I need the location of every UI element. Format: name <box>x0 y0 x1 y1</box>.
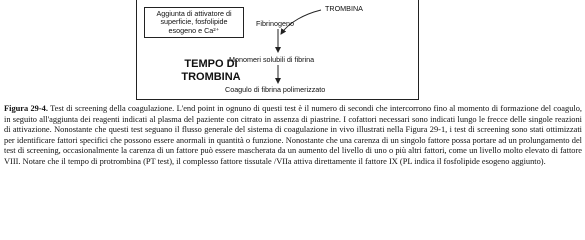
tempo-line: TROMBINA <box>181 71 241 83</box>
activator-box <box>144 7 244 38</box>
tempo-line: TEMPO DI <box>184 58 238 70</box>
figure-caption <box>4 104 582 168</box>
caption-text: Test di screening della coagulazione. L'end point in ognuno di questi test è il numero di secondi che intercorrono fino al momento di formazione del coagulo, in seguito all'aggiunta dei reagenti indicati al plasma del paziente con citrato in assenza di piastrine. I cofattori necessari sono indicati lungo le frecce delle singole reazioni di attivazione. Nonostante che questi test seguano il flusso generale del sistema di coagulazione in vivo illustrati nella Figura 29-1, i test di screening sono stati ottimizzati per identificare fattori specifici che possono essere anormali in quantità o funzione. Nonostante che una carenza di un singolo fattore possa portare ad un prolungamento del test di screening, occasionalmente la carenza di un fattore può essere mascherata da un aumento del livello di uno o più altri fattori, come un livello molto elevato di fattore VIII. Notare che il tempo di protrombina (PT test), il complesso fattore tissutale /VIIa attiva direttamente il fattore IX (PL indica il fosfolipide esogeno aggiunto). <box>4 104 582 166</box>
coagulo-label: Coagulo di fibrina polimerizzato <box>225 85 326 94</box>
monomeri-label: Monomeri solubili di fibrina <box>229 55 315 64</box>
tempo-trombina-title <box>161 58 261 84</box>
coagulation-diagram <box>136 0 419 100</box>
activator-line: Aggiunta di attivatore di <box>156 9 232 18</box>
figure-number: Figura 29-4. <box>4 104 48 113</box>
fibrinogeno-label: Fibrinogeno <box>256 19 294 28</box>
trombina-label: TROMBINA <box>325 4 363 13</box>
activator-line: superficie, fosfolipide <box>160 17 228 27</box>
activator-line: esogeno e Ca²⁺ <box>168 25 220 35</box>
